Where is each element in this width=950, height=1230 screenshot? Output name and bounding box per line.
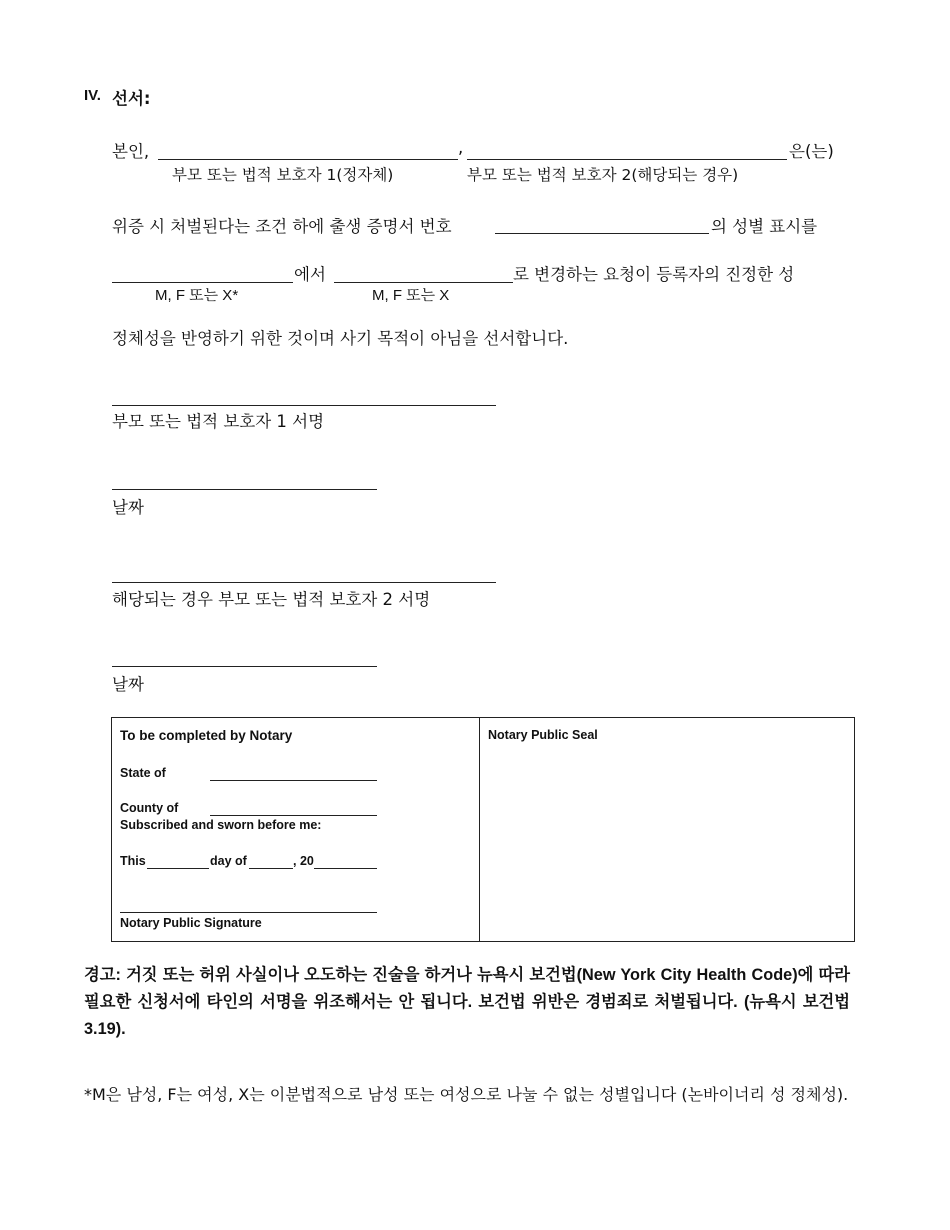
birth-certificate-number-field[interactable] [495, 233, 709, 234]
warning-text: 경고: 거짓 또는 허위 사실이나 오도하는 진술을 하거나 뉴욕시 보건법(New York City Health Code)에 따라 필요한 신청서에 타인의 서명을 위조해서는 안 됩니다. 보건법 위반은 경범죄로 처벌됩니다. (뉴욕시 보건법 3.19). [84, 966, 850, 1038]
this-label: This [120, 854, 146, 868]
footnote-text: *M은 남성, F는 여성, X는 이분법적으로 남성 또는 여성으로 나눌 수 없는 성별입니다 (논바이너리 성 정체성). [84, 1085, 849, 1104]
guardian1-signature-field[interactable] [112, 405, 496, 406]
declaration-line4: 정체성을 반영하기 위한 것이며 사기 목적이 아님을 선서합니다. [112, 329, 569, 348]
caption-gender-from: M, F 또는 X* [155, 287, 239, 304]
county-label: County of [120, 801, 179, 815]
notary-heading: To be completed by Notary [120, 728, 293, 743]
guardian2-signature-field[interactable] [112, 582, 496, 583]
year-prefix: , 20 [293, 854, 314, 868]
guardian2-name-field[interactable] [467, 159, 787, 160]
gender-from-field[interactable] [112, 282, 293, 283]
declaration-line2-suffix: 의 성별 표시를 [711, 217, 818, 236]
declaration-from: 에서 [294, 265, 326, 284]
gender-to-field[interactable] [334, 282, 513, 283]
date1-label: 날짜 [112, 498, 144, 517]
caption-guardian2: 부모 또는 법적 보호자 2(해당되는 경우) [467, 166, 739, 184]
guardian1-signature-label: 부모 또는 법적 보호자 1 서명 [112, 412, 325, 431]
date2-label: 날짜 [112, 675, 144, 694]
day-field[interactable] [147, 868, 209, 869]
day-of-label: day of [210, 854, 247, 868]
sworn-label: Subscribed and sworn before me: [120, 818, 322, 832]
caption-gender-to: M, F 또는 X [372, 287, 450, 304]
date1-field[interactable] [112, 489, 377, 490]
month-field[interactable] [249, 868, 293, 869]
section-number: IV. [84, 87, 101, 104]
date2-field[interactable] [112, 666, 377, 667]
year-field[interactable] [314, 868, 377, 869]
guardian2-signature-label: 해당되는 경우 부모 또는 법적 보호자 2 서명 [112, 590, 431, 609]
declaration-line2: 위증 시 처벌된다는 조건 하에 출생 증명서 번호 [112, 217, 452, 236]
declaration-line3-suffix: 로 변경하는 요청이 등록자의 진정한 성 [513, 265, 795, 284]
state-label: State of [120, 766, 166, 780]
notary-signature-field[interactable] [120, 912, 377, 913]
declaration-prefix: 본인, [112, 142, 150, 161]
county-field[interactable] [210, 815, 377, 816]
declaration-suffix: 은(는) [789, 142, 834, 161]
notary-seal-label: Notary Public Seal [488, 728, 598, 742]
notary-divider [479, 717, 480, 942]
notary-signature-label: Notary Public Signature [120, 916, 262, 930]
guardian1-name-field[interactable] [158, 159, 458, 160]
section-title: 선서: [112, 89, 151, 108]
caption-guardian1: 부모 또는 법적 보호자 1(정자체) [172, 166, 394, 184]
state-field[interactable] [210, 780, 377, 781]
declaration-comma: , [458, 138, 464, 157]
